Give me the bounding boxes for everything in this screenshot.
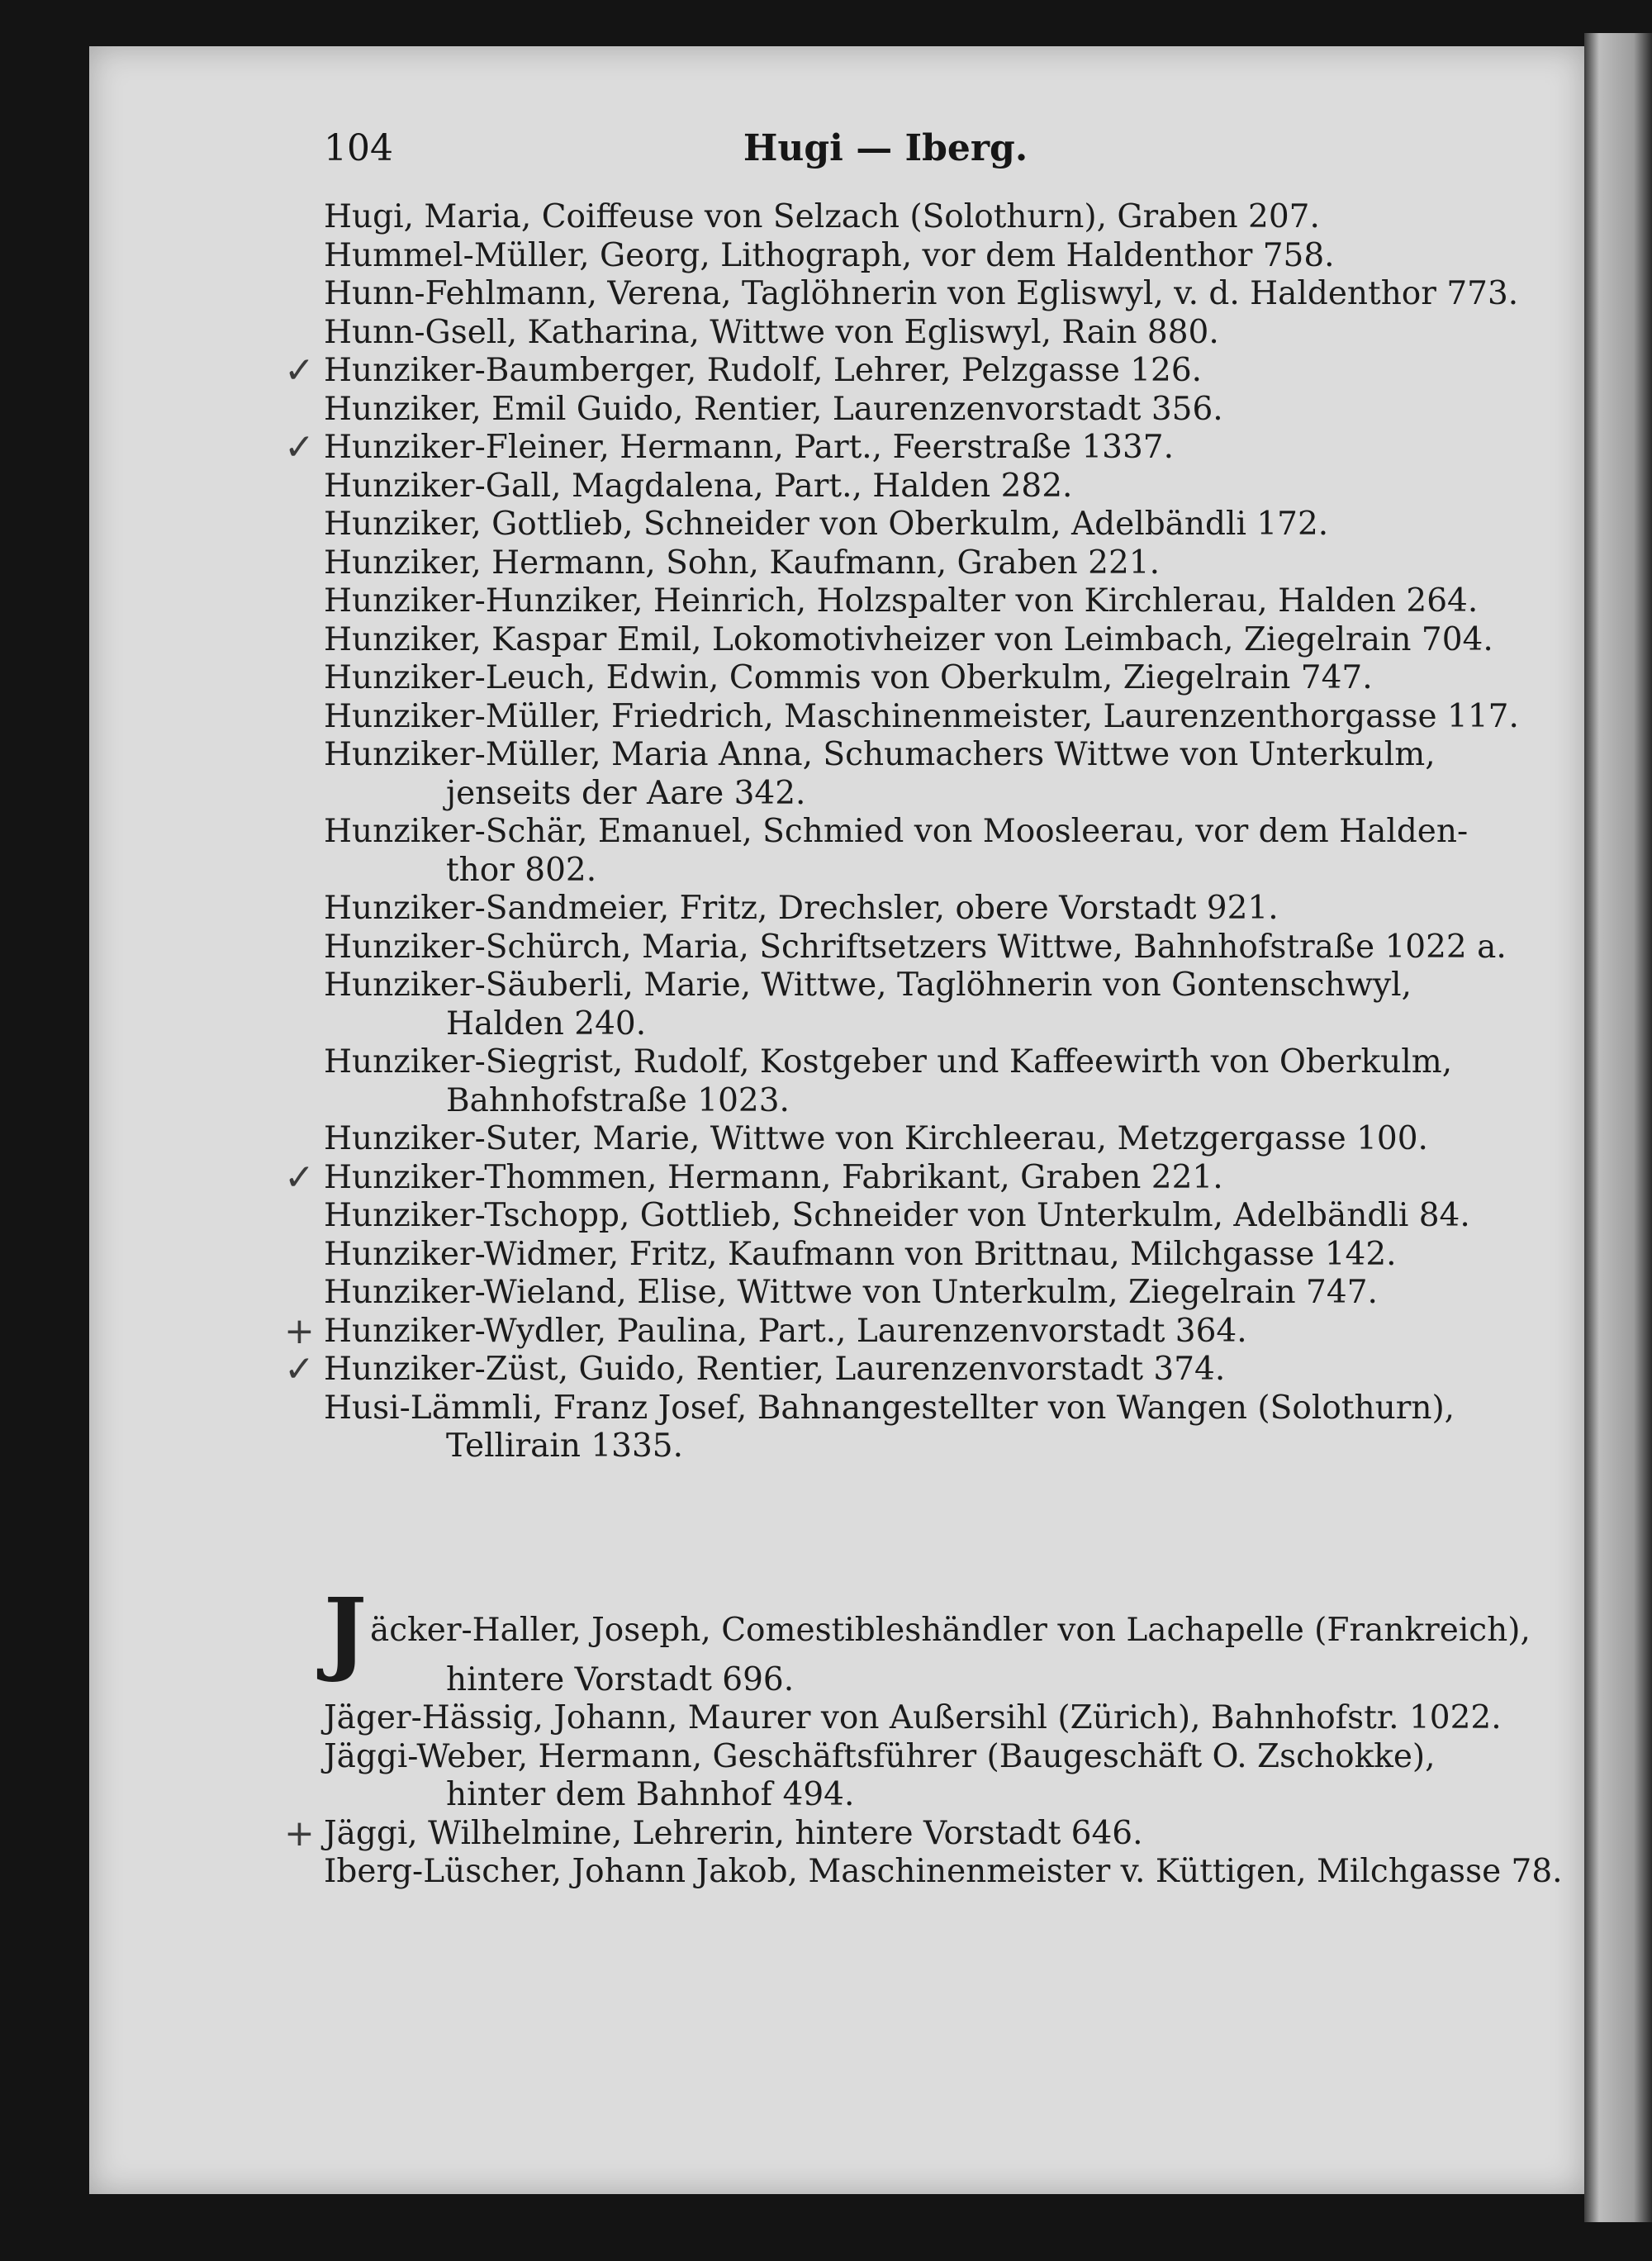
entry-text: Hunziker-Thommen, Hermann, Fabrikant, Graben 221.	[324, 1158, 1223, 1196]
directory-entry	[324, 314, 1447, 353]
handwritten-mark: +	[284, 1309, 315, 1352]
entry-text: Hunziker-Fleiner, Hermann, Part., Feerstraße 1337.	[324, 429, 1174, 466]
entry-text: Hunziker-Müller, Maria Anna, Schumachers Wittwe von Unterkulm,	[324, 736, 1436, 773]
handwritten-mark: ✓	[284, 1348, 315, 1390]
directory-entry	[324, 1699, 1502, 1738]
entry-text: Iberg-Lüscher, Johann Jakob, Maschinenmeister v. Küttigen, Milchgasse 78.	[324, 1853, 1563, 1890]
directory-entry	[324, 237, 1447, 276]
directory-entry	[284, 1348, 1447, 1390]
directory-entry	[324, 1577, 1531, 1700]
entry-continuation: hinter dem Bahnhof 494.	[446, 1776, 855, 1813]
directory-entry	[324, 1043, 1453, 1120]
directory-entry	[324, 659, 1447, 698]
h-entries-list	[284, 198, 1519, 1466]
directory-entry	[324, 275, 1519, 314]
entry-text: Hunziker-Baumberger, Rudolf, Lehrer, Pelzgasse 126.	[324, 352, 1203, 389]
entry-text: Hunziker-Schürch, Maria, Schriftsetzers Wittwe, Bahnhofstraße 1022 a.	[324, 928, 1507, 966]
entry-continuation: Halden 240.	[446, 1005, 647, 1043]
entry-text: Hunziker, Kaspar Emil, Lokomotivheizer von Leimbach, Ziegelrain 704.	[324, 620, 1493, 658]
directory-entry	[324, 928, 1507, 967]
directory-entry	[324, 544, 1447, 583]
section-initial: J	[324, 1577, 368, 1684]
directory-entry	[324, 620, 1493, 660]
handwritten-mark: ✓	[284, 349, 315, 392]
entry-text: Hunziker-Tschopp, Gottlieb, Schneider von Unterkulm, Adelbändli 84.	[324, 1197, 1470, 1234]
entry-text: Husi-Lämmli, Franz Josef, Bahnangestellter von Wangen (Solothurn),	[324, 1389, 1455, 1427]
page-header	[324, 124, 1447, 182]
entry-text: Jäggi, Wilhelmine, Lehrerin, hintere Vorstadt 646.	[324, 1814, 1143, 1852]
directory-entry	[324, 391, 1447, 430]
entry-text: Hunziker-Gall, Magdalena, Part., Halden 282.	[324, 467, 1073, 505]
entry-text: Hugi, Maria, Coiffeuse von Selzach (Solothurn), Graben 207.	[324, 198, 1320, 235]
page-number: 104	[324, 127, 393, 169]
entry-text: Hunziker-Sandmeier, Fritz, Drechsler, obere Vorstadt 921.	[324, 890, 1279, 927]
directory-entry	[284, 1156, 1447, 1199]
entry-text: Hunziker-Wydler, Paulina, Part., Laurenzenvorstadt 364.	[324, 1312, 1247, 1350]
directory-entry	[324, 198, 1447, 237]
book-spine-edge	[1584, 33, 1652, 2222]
entry-text: Jäggi-Weber, Hermann, Geschäftsführer (Baugeschäft O. Zschokke),	[324, 1737, 1436, 1775]
directory-entry	[324, 697, 1519, 737]
entry-continuation: Bahnhofstraße 1023.	[446, 1081, 790, 1119]
directory-entry	[324, 1197, 1470, 1236]
directory-entry	[284, 349, 1447, 392]
directory-entry	[324, 468, 1447, 506]
directory-entry	[324, 1120, 1447, 1159]
entry-continuation: jenseits der Aare 342.	[446, 774, 806, 812]
directory-entry	[324, 506, 1447, 544]
running-title: Hugi — Iberg.	[743, 127, 1028, 169]
entry-text: Hunn-Gsell, Katharina, Wittwe von Egliswyl, Rain 880.	[324, 313, 1219, 351]
section-gap	[324, 1466, 1447, 1612]
directory-entries	[284, 198, 1563, 1892]
directory-entry	[324, 582, 1479, 621]
directory-entry	[324, 1738, 1447, 1815]
entry-text: Hunziker-Züst, Guido, Rentier, Laurenzenvorstadt 374.	[324, 1351, 1226, 1388]
entry-text: Hunziker-Suter, Marie, Wittwe von Kirchleerau, Metzgergasse 100.	[324, 1120, 1428, 1157]
entry-text: Hunn-Fehlmann, Verena, Taglöhnerin von Egliswyl, v. d. Haldenthor 773.	[324, 275, 1519, 312]
directory-entry	[324, 890, 1447, 929]
directory-entry	[324, 813, 1469, 890]
entry-text: Hunziker, Hermann, Sohn, Kaufmann, Graben 221.	[324, 544, 1161, 582]
directory-entry	[324, 1236, 1447, 1275]
directory-entry	[324, 1853, 1563, 1892]
entry-text: Hunziker-Widmer, Fritz, Kaufmann von Brittnau, Milchgasse 142.	[324, 1235, 1397, 1273]
entry-text: Hunziker-Leuch, Edwin, Commis von Oberkulm, Ziegelrain 747.	[324, 659, 1373, 696]
entry-text: Hummel-Müller, Georg, Lithograph, vor dem Haldenthor 758.	[324, 236, 1335, 274]
directory-entry	[324, 736, 1447, 813]
directory-entry	[324, 967, 1447, 1043]
entry-text: Hunziker-Säuberli, Marie, Wittwe, Taglöhnerin von Gontenschwyl,	[324, 967, 1412, 1004]
entry-continuation: thor 802.	[446, 851, 597, 889]
handwritten-mark: ✓	[284, 1156, 315, 1199]
directory-entry	[284, 1812, 1447, 1855]
entry-continuation: Tellirain 1335.	[446, 1427, 684, 1465]
j-entries-list	[284, 1577, 1563, 1892]
entry-text: Hunziker-Wieland, Elise, Wittwe von Unterkulm, Ziegelrain 747.	[324, 1274, 1378, 1311]
entry-text: Hunziker, Gottlieb, Schneider von Oberkulm, Adelbändli 172.	[324, 506, 1329, 543]
entry-text: Hunziker, Emil Guido, Rentier, Laurenzenvorstadt 356.	[324, 390, 1223, 428]
directory-entry	[284, 426, 1447, 468]
entry-continuation: hintere Vorstadt 696.	[446, 1660, 795, 1698]
handwritten-mark: +	[284, 1812, 315, 1855]
entry-text: Hunziker-Müller, Friedrich, Maschinenmeister, Laurenzenthorgasse 117.	[324, 697, 1519, 735]
entry-text: Hunziker-Siegrist, Rudolf, Kostgeber und Kaffeewirth von Oberkulm,	[324, 1043, 1453, 1081]
directory-entry	[284, 1309, 1447, 1352]
entry-text: Hunziker-Hunziker, Heinrich, Holzspalter von Kirchlerau, Halden 264.	[324, 582, 1479, 620]
handwritten-mark: ✓	[284, 426, 315, 468]
entry-text: äcker-Haller, Joseph, Comestibleshändler von Lachapelle (Frankreich),	[370, 1611, 1531, 1649]
entry-text: Jäger-Hässig, Johann, Maurer von Außersihl (Zürich), Bahnhofstr. 1022.	[324, 1699, 1502, 1736]
directory-entry	[324, 1274, 1447, 1313]
entry-text: Hunziker-Schär, Emanuel, Schmied von Moosleerau, vor dem Halden-	[324, 813, 1469, 850]
directory-entry	[324, 1389, 1455, 1466]
